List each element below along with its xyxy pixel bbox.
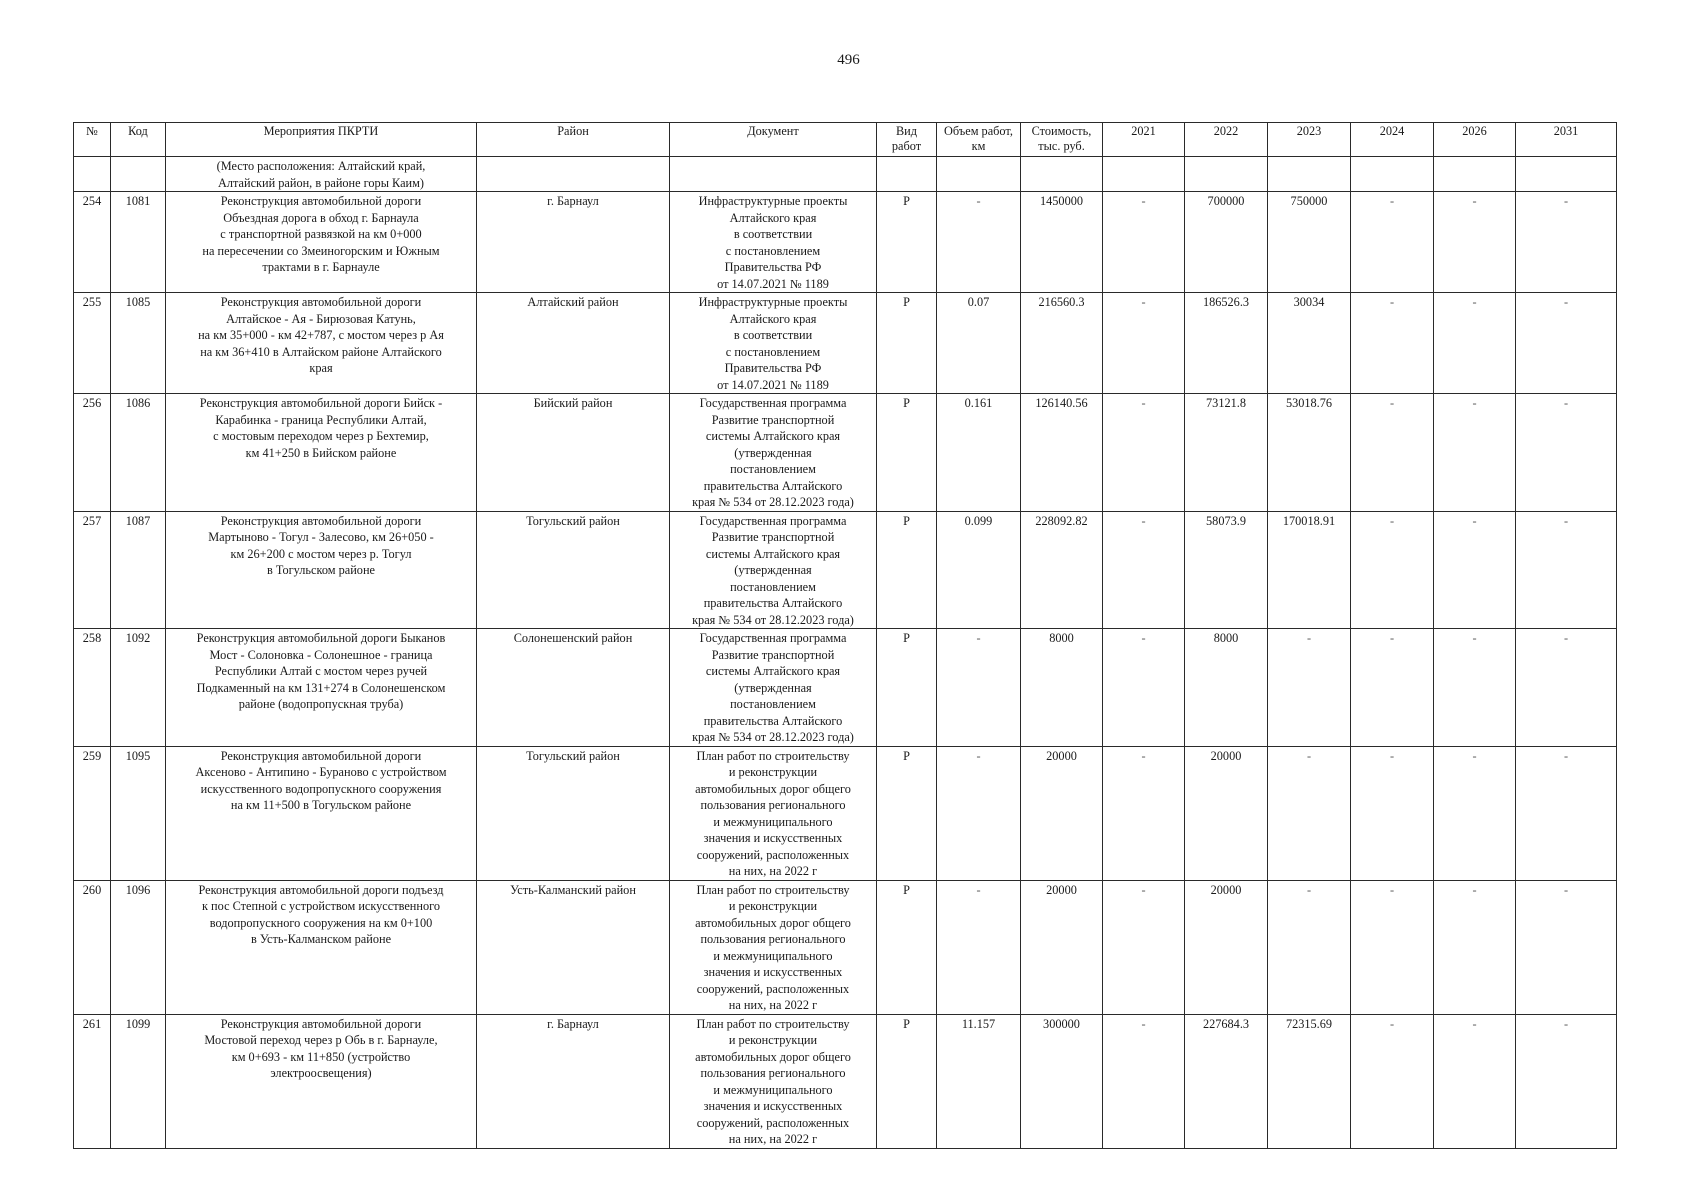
document-line: Правительства РФ xyxy=(724,361,822,375)
cell-num: 259 xyxy=(74,746,111,880)
cell-2024: - xyxy=(1351,880,1434,1014)
cell-2031: - xyxy=(1516,511,1617,629)
cell-2022: 227684.3 xyxy=(1185,1014,1268,1148)
cell-2021: - xyxy=(1103,192,1185,293)
cell-2022: 73121.8 xyxy=(1185,394,1268,512)
measure-line: Подкаменный на км 131+274 в Солонешенском xyxy=(196,680,446,695)
measure-line: Реконструкция автомобильной дороги xyxy=(220,513,422,528)
document-line: сооружений, расположенных xyxy=(696,981,850,996)
header-num: № xyxy=(74,123,111,157)
cell-cost: 228092.82 xyxy=(1021,511,1103,629)
document-line: Правительства РФ xyxy=(724,260,822,274)
header-district: Район xyxy=(477,123,670,157)
measure-line: водопропускного сооружения на км 0+100 xyxy=(209,915,433,930)
cell-2031: - xyxy=(1516,629,1617,747)
document-line: системы Алтайского края xyxy=(705,664,841,678)
cell-work-type: Р xyxy=(877,629,937,747)
document-line: сооружений, расположенных xyxy=(696,1115,850,1130)
document-line: с постановлением xyxy=(725,243,821,258)
cell-2026: - xyxy=(1434,629,1516,747)
document-line: системы Алтайского края xyxy=(705,546,841,561)
measure-line: электроосвещения) xyxy=(270,1066,372,1080)
document-line: и межмуниципального xyxy=(713,1082,833,1097)
document-line: с постановлением xyxy=(725,344,821,359)
header-2022: 2022 xyxy=(1185,123,1268,157)
cell-volume: 0.07 xyxy=(937,293,1021,394)
document-line: в соответствии xyxy=(733,328,813,342)
header-code: Код xyxy=(111,123,166,157)
document-line: Государственная программа xyxy=(699,513,847,528)
document-line: от 14.07.2021 № 1189 xyxy=(717,276,829,291)
table-row xyxy=(74,746,1617,880)
cell-document xyxy=(670,293,877,394)
cell-volume: - xyxy=(937,880,1021,1014)
cell-document xyxy=(670,629,877,747)
cell-2022: 20000 xyxy=(1185,880,1268,1014)
measure-line: Алтайский район, в районе горы Каим) xyxy=(218,175,424,190)
cell-2026: - xyxy=(1434,746,1516,880)
document-line: Развитие транспортной xyxy=(711,412,835,427)
measure-line: искусственного водопропускного сооружения xyxy=(200,781,442,796)
cell-district: Алтайский район xyxy=(477,293,670,394)
cell-cost: 1450000 xyxy=(1021,192,1103,293)
document-line: края № 534 от 28.12.2023 года) xyxy=(692,495,854,509)
cell-2031: - xyxy=(1516,293,1617,394)
cell-2021: - xyxy=(1103,1014,1185,1148)
cell-document xyxy=(670,511,877,629)
cell-measure xyxy=(166,192,477,293)
projects-table xyxy=(73,122,1617,1149)
cell-document xyxy=(670,394,877,512)
measure-line: Реконструкция автомобильной дороги xyxy=(220,1016,422,1031)
measure-line: к пос Степной с устройством искусственного xyxy=(202,899,440,913)
cell-district: г. Барнаул xyxy=(477,1014,670,1148)
table-row xyxy=(74,511,1617,629)
document-line: сооружений, расположенных xyxy=(696,847,850,862)
cell-cost: 20000 xyxy=(1021,746,1103,880)
measure-line: км 41+250 в Бийском районе xyxy=(245,445,397,460)
cell-work-type: Р xyxy=(877,1014,937,1148)
cell-2022: 8000 xyxy=(1185,629,1268,747)
cell-work-type: Р xyxy=(877,880,937,1014)
cell-2026: - xyxy=(1434,394,1516,512)
measure-line: трактами в г. Барнауле xyxy=(262,260,380,274)
cell-document xyxy=(670,1014,877,1148)
header-2021: 2021 xyxy=(1103,123,1185,157)
cell-district xyxy=(477,157,670,192)
cell-measure xyxy=(166,511,477,629)
document-line: правительства Алтайского xyxy=(703,478,843,493)
cell-2021: - xyxy=(1103,880,1185,1014)
document-line: на них, на 2022 г xyxy=(728,1132,818,1146)
cell-2023: - xyxy=(1268,880,1351,1014)
cell-code xyxy=(111,157,166,192)
cell-cost: 126140.56 xyxy=(1021,394,1103,512)
cell-work-type: Р xyxy=(877,394,937,512)
document-line: автомобильных дорог общего xyxy=(695,781,851,796)
table-header-row xyxy=(74,123,1617,157)
cell-code: 1095 xyxy=(111,746,166,880)
document-line: пользования регионального xyxy=(700,932,846,946)
measure-line: Реконструкция автомобильной дороги Быканов xyxy=(196,631,446,645)
cell-volume: - xyxy=(937,192,1021,293)
document-line: Развитие транспортной xyxy=(711,530,835,544)
cell-work-type: Р xyxy=(877,293,937,394)
header-2023: 2023 xyxy=(1268,123,1351,157)
cell-measure xyxy=(166,1014,477,1148)
cell-2022: 186526.3 xyxy=(1185,293,1268,394)
cell-code: 1081 xyxy=(111,192,166,293)
header-2024: 2024 xyxy=(1351,123,1434,157)
document-line: Государственная программа xyxy=(699,631,847,645)
document-line: системы Алтайского края xyxy=(705,429,841,443)
table-row xyxy=(74,293,1617,394)
cell-measure xyxy=(166,746,477,880)
measure-line: км 26+200 с мостом через р. Тогул xyxy=(230,546,412,561)
cell-document xyxy=(670,746,877,880)
continuation-row xyxy=(74,157,1617,192)
measure-line: Реконструкция автомобильной дороги Бийск - xyxy=(199,396,443,410)
cell-volume: 11.157 xyxy=(937,1014,1021,1148)
measure-line: км 0+693 - км 11+850 (устройство xyxy=(231,1049,411,1064)
document-line: края № 534 от 28.12.2023 года) xyxy=(692,612,854,627)
document-line: Алтайского края xyxy=(729,210,817,225)
cell-measure xyxy=(166,629,477,747)
cell-2031: - xyxy=(1516,880,1617,1014)
cell-measure xyxy=(166,394,477,512)
cell-measure xyxy=(166,880,477,1014)
document-line: и реконструкции xyxy=(728,1033,818,1047)
document-line: пользования регионального xyxy=(700,798,846,812)
header-2031: 2031 xyxy=(1516,123,1617,157)
document-line: и межмуниципального xyxy=(713,948,833,963)
cell-num: 255 xyxy=(74,293,111,394)
document-line: (утвержденная xyxy=(734,680,812,695)
document-line: от 14.07.2021 № 1189 xyxy=(717,377,829,392)
cell-2031: - xyxy=(1516,192,1617,293)
cell-cost xyxy=(1021,157,1103,192)
cell-district: Усть-Калманский район xyxy=(477,880,670,1014)
cell-document xyxy=(670,192,877,293)
table-row xyxy=(74,629,1617,747)
cell-2023 xyxy=(1268,157,1351,192)
cell-code: 1092 xyxy=(111,629,166,747)
document-line: автомобильных дорог общего xyxy=(695,915,851,930)
cell-num: 256 xyxy=(74,394,111,512)
document-line: постановлением xyxy=(730,697,816,711)
cell-num: 261 xyxy=(74,1014,111,1148)
document-line: и реконструкции xyxy=(728,899,818,913)
cell-2023: - xyxy=(1268,629,1351,747)
cell-2026: - xyxy=(1434,293,1516,394)
document-line: Алтайского края xyxy=(729,311,817,326)
cell-2021 xyxy=(1103,157,1185,192)
measure-line: с мостовым переходом через р Бехтемир, xyxy=(213,429,429,443)
cell-2031: - xyxy=(1516,394,1617,512)
header-measure: Мероприятия ПКРТИ xyxy=(166,123,477,157)
table-row xyxy=(74,880,1617,1014)
cell-volume xyxy=(937,157,1021,192)
document-line: постановлением xyxy=(730,462,816,476)
cell-2022: 58073.9 xyxy=(1185,511,1268,629)
header-cost: Стоимость, тыс. руб. xyxy=(1021,123,1103,157)
cell-code: 1087 xyxy=(111,511,166,629)
document-line: края № 534 от 28.12.2023 года) xyxy=(692,730,854,744)
cell-2024: - xyxy=(1351,192,1434,293)
measure-line: в Тогульском районе xyxy=(267,563,375,577)
measure-line: на пересечении со Змеиногорским и Южным xyxy=(202,243,440,258)
cell-2021: - xyxy=(1103,394,1185,512)
cell-2026: - xyxy=(1434,880,1516,1014)
cell-code: 1085 xyxy=(111,293,166,394)
cell-work-type: Р xyxy=(877,511,937,629)
cell-2022 xyxy=(1185,157,1268,192)
cell-2023: 750000 xyxy=(1268,192,1351,293)
cell-2023: 170018.91 xyxy=(1268,511,1351,629)
cell-cost: 300000 xyxy=(1021,1014,1103,1148)
cell-2023: 53018.76 xyxy=(1268,394,1351,512)
document-line: Инфраструктурные проекты xyxy=(698,194,848,208)
measure-line: Алтайское - Ая - Бирюзовая Катунь, xyxy=(226,311,416,326)
document-line: (утвержденная xyxy=(734,445,812,460)
header-work-type: Вид работ xyxy=(877,123,937,157)
cell-2021: - xyxy=(1103,629,1185,747)
document-line: на них, на 2022 г xyxy=(728,864,818,878)
cell-code: 1096 xyxy=(111,880,166,1014)
cell-2031: - xyxy=(1516,1014,1617,1148)
document-line: значения и искусственных xyxy=(703,831,843,845)
document-line: План работ по строительству xyxy=(696,882,850,897)
cell-2024 xyxy=(1351,157,1434,192)
document-line: автомобильных дорог общего xyxy=(695,1049,851,1064)
document-line: в соответствии xyxy=(733,227,813,241)
measure-line: районе (водопропускная труба) xyxy=(238,697,404,711)
document-line: План работ по строительству xyxy=(696,748,850,763)
cell-2026 xyxy=(1434,157,1516,192)
cell-2023: 72315.69 xyxy=(1268,1014,1351,1148)
document-line: и межмуниципального xyxy=(713,814,833,829)
document-line: значения и искусственных xyxy=(703,965,843,979)
cell-2024: - xyxy=(1351,629,1434,747)
cell-district: г. Барнаул xyxy=(477,192,670,293)
measure-line: в Усть-Калманском районе xyxy=(250,932,392,946)
header-2026: 2026 xyxy=(1434,123,1516,157)
cell-2021: - xyxy=(1103,746,1185,880)
cell-2023: 30034 xyxy=(1268,293,1351,394)
cell-measure xyxy=(166,293,477,394)
cell-2024: - xyxy=(1351,293,1434,394)
document-line: Инфраструктурные проекты xyxy=(698,295,848,309)
cell-2024: - xyxy=(1351,394,1434,512)
measure-line: Реконструкция автомобильной дороги подъезд xyxy=(198,882,444,897)
cell-volume: - xyxy=(937,629,1021,747)
cell-num: 254 xyxy=(74,192,111,293)
cell-2022: 700000 xyxy=(1185,192,1268,293)
cell-district: Тогульский район xyxy=(477,746,670,880)
cell-2024: - xyxy=(1351,746,1434,880)
header-document: Документ xyxy=(670,123,877,157)
cell-2024: - xyxy=(1351,511,1434,629)
cell-2023: - xyxy=(1268,746,1351,880)
measure-line: Карабинка - граница Республики Алтай, xyxy=(215,412,427,427)
cell-code: 1099 xyxy=(111,1014,166,1148)
cell-2031: - xyxy=(1516,746,1617,880)
measure-line: на км 11+500 в Тогульском районе xyxy=(230,798,412,812)
cell-num: 257 xyxy=(74,511,111,629)
cell-2031 xyxy=(1516,157,1617,192)
document-line: Государственная программа xyxy=(699,396,847,410)
cell-document xyxy=(670,880,877,1014)
document-line: на них, на 2022 г xyxy=(728,998,818,1012)
cell-measure xyxy=(166,157,477,192)
cell-work-type xyxy=(877,157,937,192)
table-row xyxy=(74,1014,1617,1148)
cell-2021: - xyxy=(1103,511,1185,629)
document-line: постановлением xyxy=(730,579,816,594)
cell-district: Солонешенский район xyxy=(477,629,670,747)
measure-line: (Место расположения: Алтайский край, xyxy=(216,159,426,173)
cell-2022: 20000 xyxy=(1185,746,1268,880)
cell-volume: - xyxy=(937,746,1021,880)
measure-line: Объездная дорога в обход г. Барнаула xyxy=(223,210,419,225)
measure-line: Республики Алтай с мостом через ручей xyxy=(214,664,428,678)
document-line: правительства Алтайского xyxy=(703,596,843,610)
header-volume: Объем работ, км xyxy=(937,123,1021,157)
cell-document xyxy=(670,157,877,192)
cell-district: Тогульский район xyxy=(477,511,670,629)
document-line: значения и искусственных xyxy=(703,1099,843,1113)
cell-2026: - xyxy=(1434,192,1516,293)
document-line: План работ по строительству xyxy=(696,1016,850,1031)
measure-line: с транспортной развязкой на км 0+000 xyxy=(220,227,422,241)
page-number: 496 xyxy=(837,52,860,68)
measure-line: Мост - Солоновка - Солонешное - граница xyxy=(209,647,433,662)
cell-volume: 0.161 xyxy=(937,394,1021,512)
measure-line: края xyxy=(309,361,333,375)
measure-line: Реконструкция автомобильной дороги xyxy=(220,194,422,208)
cell-num xyxy=(74,157,111,192)
measure-line: Реконструкция автомобильной дороги xyxy=(220,295,422,309)
cell-work-type: Р xyxy=(877,746,937,880)
table-row xyxy=(74,192,1617,293)
measure-line: Мостовой переход через р Обь в г. Барнауле, xyxy=(204,1033,438,1047)
cell-work-type: Р xyxy=(877,192,937,293)
measure-line: Мартыново - Тогул - Залесово, км 26+050 - xyxy=(208,530,434,544)
measure-line: на км 36+410 в Алтайском районе Алтайского xyxy=(200,344,442,359)
document-line: (утвержденная xyxy=(734,563,812,577)
document-line: пользования регионального xyxy=(700,1066,846,1080)
document-line: Развитие транспортной xyxy=(711,647,835,662)
cell-cost: 216560.3 xyxy=(1021,293,1103,394)
cell-cost: 8000 xyxy=(1021,629,1103,747)
cell-2026: - xyxy=(1434,511,1516,629)
table-row xyxy=(74,394,1617,512)
cell-2021: - xyxy=(1103,293,1185,394)
cell-code: 1086 xyxy=(111,394,166,512)
document-line: правительства Алтайского xyxy=(703,713,843,728)
cell-cost: 20000 xyxy=(1021,880,1103,1014)
cell-num: 258 xyxy=(74,629,111,747)
measure-line: на км 35+000 - км 42+787, с мостом через р Ая xyxy=(198,328,444,342)
measure-line: Аксеново - Антипино - Бураново с устройством xyxy=(195,765,447,779)
document-line: и реконструкции xyxy=(728,765,818,779)
cell-volume: 0.099 xyxy=(937,511,1021,629)
cell-district: Бийский район xyxy=(477,394,670,512)
cell-2024: - xyxy=(1351,1014,1434,1148)
cell-2026: - xyxy=(1434,1014,1516,1148)
cell-num: 260 xyxy=(74,880,111,1014)
measure-line: Реконструкция автомобильной дороги xyxy=(220,748,422,763)
